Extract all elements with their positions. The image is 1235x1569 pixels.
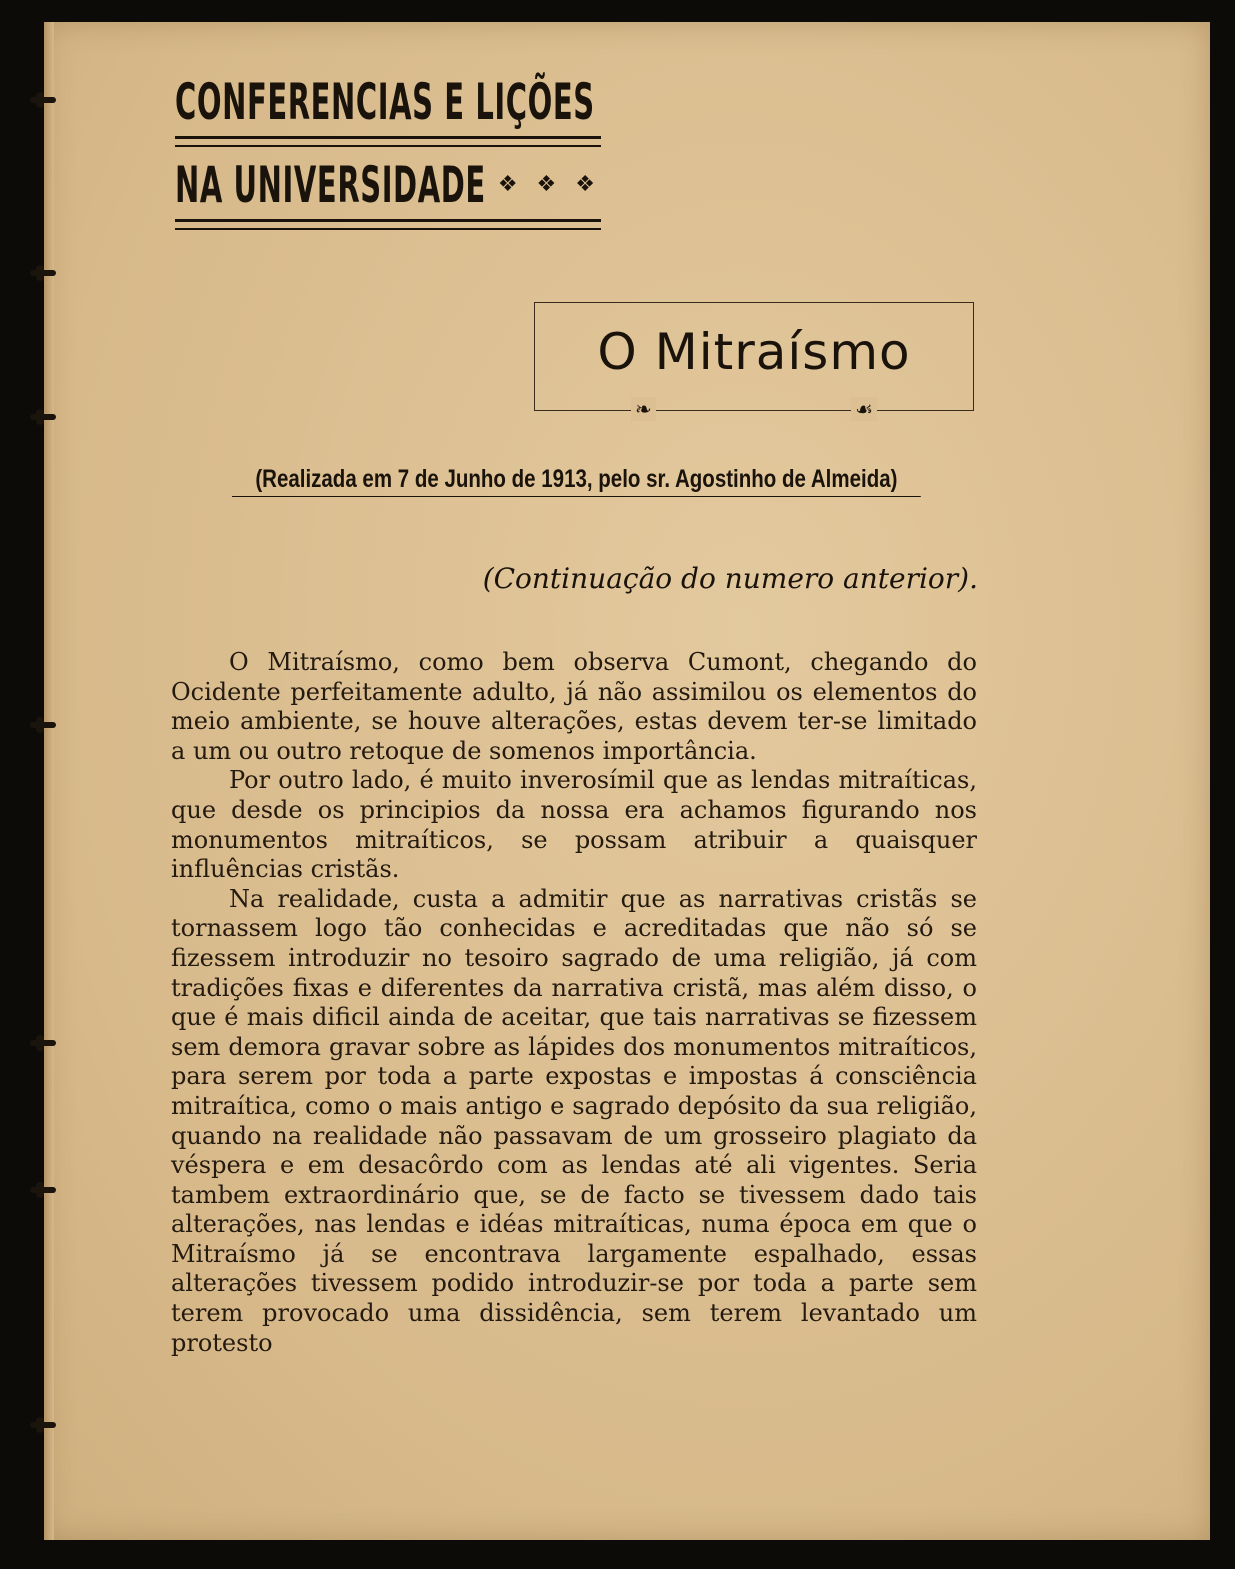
paragraph: Na realidade, custa a admitir que as narrativas cristãs se tornassem logo tão conhecidas e acreditadas que não só se fizessem introduzir no tesoiro sagrado de uma religião, já com tradições fixas e diferentes da narrativa cristã, mas além disso, o que é mais dificil ainda de aceitar, que tais narrativas se fizessem sem demora gravar sobre as lápides dos monumentos mitraíticos, para serem por toda a parte expostas e impostas á consciência mitraítica, como o mais antigo e sagrado depósito da sua religião, quando na realidade não passavam de um grosseiro plagiato da véspera e em desacôrdo com as lendas até ali vigentes. Seria tambem extraordinário que, se de facto se tivessem dado tais alterações, nas lendas e idéas mitraíticas, numa época em que o Mitraísmo já se encontrava largamente espalhado, essas alterações tivessem podido introduzir-se por toda a parte sem terem provocado uma dissidência, sem terem levantado um protesto bbox=[171, 884, 977, 1357]
article-body bbox=[171, 648, 977, 1358]
section-header bbox=[175, 72, 601, 238]
binding-stitch bbox=[30, 414, 56, 420]
title-frame-bottom bbox=[535, 410, 973, 411]
header-line-1: CONFERENCIAS E LIÇÕES bbox=[175, 73, 595, 131]
binding-stitch bbox=[30, 97, 56, 103]
paragraph: O Mitraísmo, como bem observa Cumont, chegando do Ocidente perfeitamente adulto, já não assimilou os elementos do meio ambiente, se houve alterações, estas devem ter-se limitado a um ou outro retoque de somenos importância. bbox=[171, 648, 977, 765]
binding-stitch bbox=[30, 722, 56, 728]
article-title: O Mitraísmo bbox=[597, 323, 911, 381]
lecture-subtitle: (Realizada em 7 de Junho de 1913, pelo sr. Agostinho de Almeida) bbox=[232, 465, 921, 497]
title-frame bbox=[534, 302, 974, 421]
header-rule bbox=[175, 136, 601, 147]
continuation-note: (Continuação do numero anterior). bbox=[482, 562, 978, 595]
ornament-icons: ❖ ❖ ❖ bbox=[497, 172, 601, 197]
binding-stitch bbox=[30, 1422, 56, 1428]
binding-stitch bbox=[30, 270, 56, 276]
paragraph: Por outro lado, é muito inverosímil que as lendas mitraíticas, que desde os principios da nossa era achamos figurando nos monumentos mitraíticos, se possam atribuir a quaisquer influências cristãs. bbox=[171, 766, 977, 884]
flourish-left-icon: ❧ bbox=[631, 397, 656, 421]
document-page bbox=[44, 22, 1210, 1540]
flourish-right-icon: ☙ bbox=[851, 397, 877, 421]
header-line-2: NA UNIVERSIDADE bbox=[175, 156, 486, 214]
binding-stitch bbox=[30, 1040, 56, 1046]
binding-stitch bbox=[30, 1187, 56, 1193]
header-rule bbox=[175, 219, 601, 230]
binding-edge bbox=[44, 22, 54, 1540]
